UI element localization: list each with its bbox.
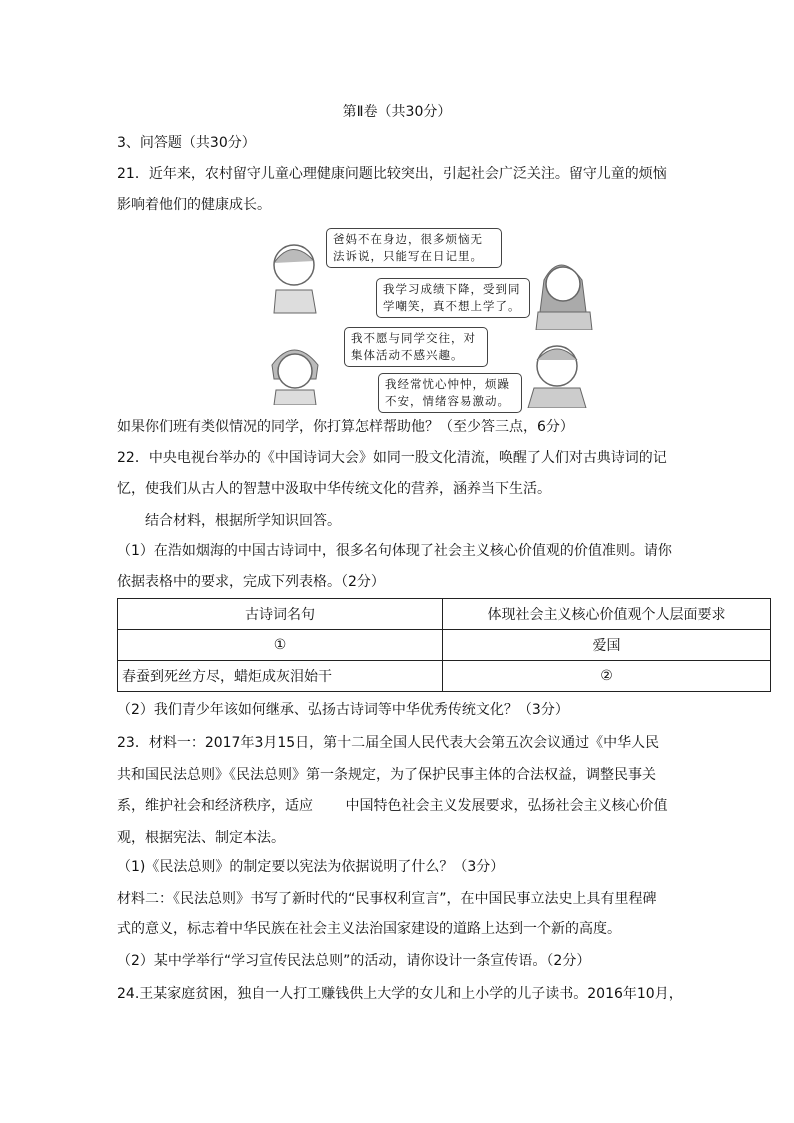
q23-material2: 材料二：《民法总则》书写了新时代的“民事权利宣言”，在中国民事立法史上具有里程碑	[117, 891, 657, 907]
q24-line: 24.王某家庭贫困，独自一人打工赚钱供上大学的女儿和上小学的儿子读书。2016年10月，	[117, 986, 683, 1002]
girl-figure	[530, 250, 600, 330]
speech-bubble: 我学习成绩下降，受到同学嘲笑，真不想上学了。	[376, 278, 530, 318]
girl-figure	[262, 335, 332, 405]
speech-bubble: 我不愿与同学交往，对集体活动不感兴趣。	[344, 327, 488, 367]
boy-figure	[262, 235, 332, 315]
q22-sub1: （1）在浩如烟海的中国古诗词中，很多名句体现了社会主义核心价值观的价值准则。请你	[117, 543, 672, 559]
table-header: 体现社会主义核心价值观个人层面要求	[443, 599, 771, 630]
speech-bubble: 爸妈不在身边，很多烦恼无法诉说，只能写在日记里。	[326, 228, 502, 268]
q22-line: 22．中央电视台举办的《中国诗词大会》如同一股文化清流，唤醒了人们对古典诗词的记	[117, 450, 667, 466]
poem-table	[117, 598, 771, 692]
q22-sub2: （2）我们青少年该如何继承、弘扬古诗词等中华优秀传统文化？（3分）	[117, 702, 569, 718]
boy-figure	[522, 338, 592, 408]
table-row	[118, 661, 771, 692]
q21-line: 影响着他们的健康成长。	[117, 197, 271, 213]
q22-sub1: 依据表格中的要求，完成下列表格。（2分）	[117, 574, 385, 590]
speech-bubble: 我经常忧心忡忡，烦躁不安，情绪容易激动。	[378, 373, 522, 413]
section-title: 第Ⅱ卷（共30分）	[342, 104, 452, 120]
q23-line: 系，维护社会和经济秩序，适应 中国特色社会主义发展要求，弘扬社会主义核心价值	[117, 798, 668, 814]
q22-line: 忆，使我们从古人的智慧中汲取中华传统文化的营养，涵养当下生活。	[117, 481, 551, 497]
table-header-row	[118, 599, 771, 630]
table-row	[118, 630, 771, 661]
q21-question: 如果你们班有类似情况的同学，你打算怎样帮助他？（至少答三点，6分）	[117, 419, 574, 435]
table-cell: 爱国	[443, 630, 771, 661]
q21-line: 21．近年来，农村留守儿童心理健康问题比较突出，引起社会广泛关注。留守儿童的烦恼	[117, 166, 667, 182]
table-header: 古诗词名句	[118, 599, 443, 630]
table-cell: 春蚕到死丝方尽，蜡炬成灰泪始干	[118, 661, 443, 692]
q23-sub2: （2）某中学举行“学习宣传民法总则”的活动，请你设计一条宣传语。（2分）	[117, 953, 591, 969]
part-heading: 3、问答题（共30分）	[117, 135, 256, 151]
table-cell: ①	[118, 630, 443, 661]
table-cell: ②	[443, 661, 771, 692]
q23-line: 观，根据宪法、制定本法。	[117, 830, 285, 846]
q23-line: 共和国民法总则》《民法总则》第一条规定，为了保护民事主体的合法权益，调整民事关	[117, 767, 656, 783]
q22-line: 结合材料，根据所学知识回答。	[145, 513, 341, 529]
q23-material2: 式的意义，标志着中华民族在社会主义法治国家建设的道路上达到一个新的高度。	[117, 921, 621, 937]
q23-line: 23．材料一：2017年3月15日，第十二届全国人民代表大会第五次会议通过《中华人民	[117, 735, 660, 751]
q23-sub1: （1)《民法总则》的制定要以宪法为依据说明了什么？（3分）	[117, 859, 505, 875]
